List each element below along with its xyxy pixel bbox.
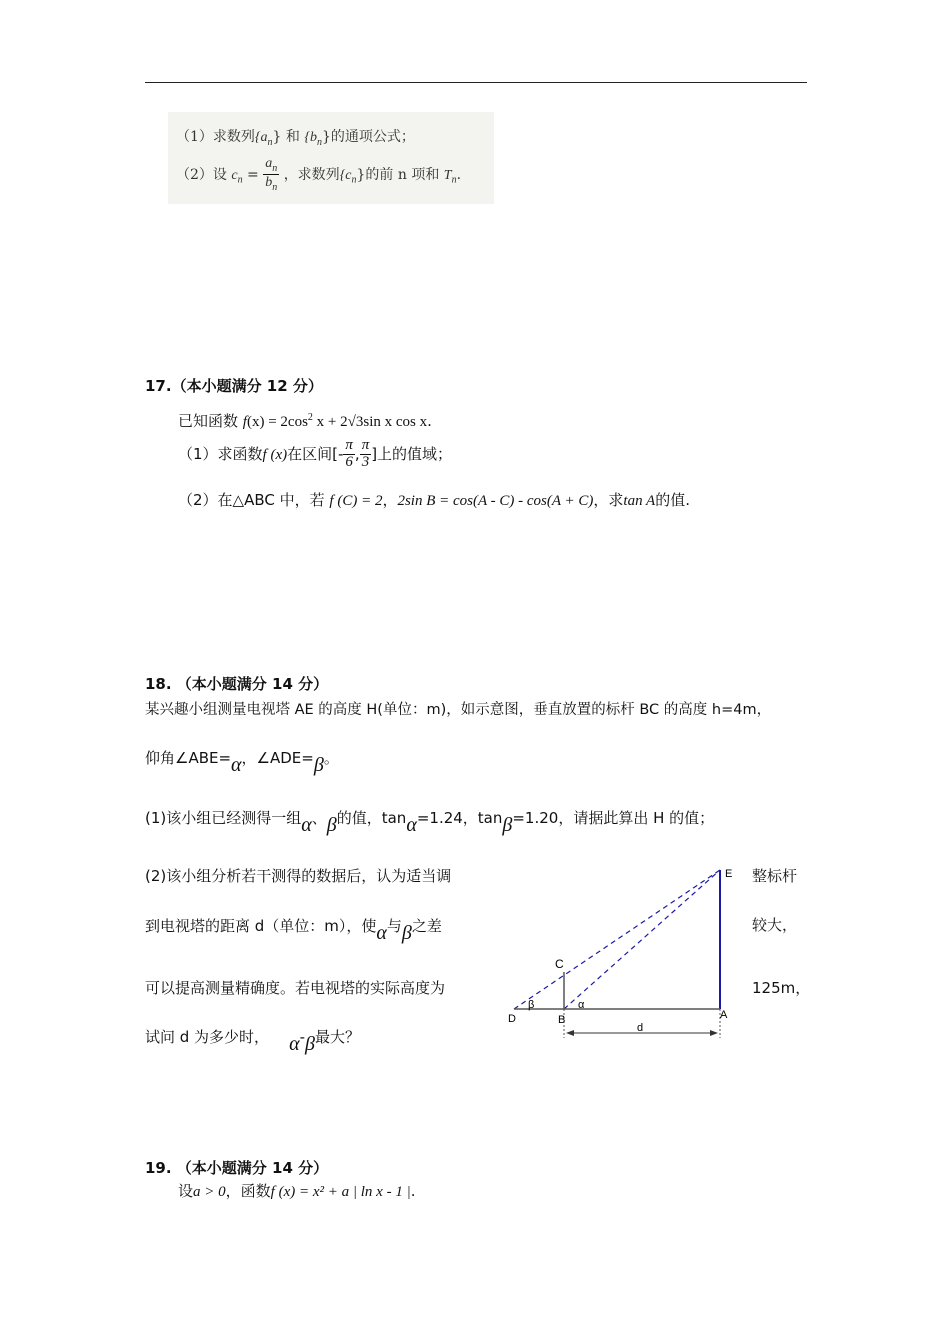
frac-den: 6 — [345, 453, 353, 470]
alpha-symbol: α — [301, 814, 312, 836]
scan-num: a — [265, 156, 273, 171]
q18-text: 。 — [323, 749, 339, 767]
label-e: E — [725, 868, 733, 880]
q18-p2-line3-right: 125m， — [752, 979, 811, 997]
alpha-symbol: α — [231, 754, 242, 776]
q17-intro — [178, 410, 432, 431]
frac-den: 3 — [361, 453, 370, 470]
scan-sub: n — [267, 136, 273, 148]
q17-comma: , — [354, 444, 360, 463]
q18-text: 到电视塔的距离 d（单位：m），使 — [145, 917, 377, 935]
q18-p2-line2-left — [145, 914, 442, 944]
alpha-symbol: α — [406, 814, 417, 836]
q17-p2-suffix: 的值. — [655, 491, 690, 509]
label-a: A — [720, 1009, 728, 1021]
q18-text: 、 — [311, 809, 327, 827]
label-angle-beta: β — [528, 999, 535, 1011]
scan-sub: n — [272, 182, 278, 194]
scanned-problem-image — [168, 112, 494, 204]
scan-sub: n — [316, 136, 322, 148]
scan-close: } — [272, 129, 282, 145]
q19-text: ，函数 — [225, 1182, 271, 1200]
scan-text: ，求数列 — [283, 166, 340, 183]
q17-dot: . — [427, 412, 432, 430]
scan-line-2 — [176, 156, 461, 194]
scan-c: c — [231, 167, 238, 183]
q17-p2-fc: f (C) = 2 — [329, 493, 383, 509]
q17-frac-pi-3 — [360, 438, 372, 471]
q17-part2 — [178, 489, 690, 510]
q18-line2 — [145, 746, 339, 776]
q19-text: 设 — [178, 1182, 194, 1200]
q18-text: 与 — [386, 917, 402, 935]
q17-p2-sep: ， — [382, 491, 398, 509]
scan-eq: = — [247, 166, 259, 183]
scan-suffix: 的通项公式； — [330, 129, 415, 145]
q18-text: 的值，tan — [336, 809, 407, 827]
q17-part1 — [178, 438, 452, 471]
q17-func-part: x + 2 — [312, 414, 348, 430]
minus-sign: - — [299, 1028, 305, 1046]
q17-func-part: sin x cos x — [363, 414, 428, 430]
q18-heading: 18. （本小题满分 14 分） — [145, 675, 329, 693]
scan-fraction — [263, 156, 279, 194]
q17-intro-text: 已知函数 — [178, 412, 239, 430]
scan-sub: n — [237, 174, 243, 186]
q18-text: (1)该小组已经测得一组 — [145, 809, 302, 827]
q17-f: f — [242, 414, 247, 430]
header-rule — [145, 82, 807, 83]
scan-text: （1）求数列 — [176, 129, 255, 145]
q17-p2-ask: ，求 — [593, 491, 624, 509]
q17-p1-fx: f (x) — [262, 446, 288, 463]
scan-den: b — [265, 175, 273, 191]
q18-p2-line1-left: (2)该小组分析若干测得的数据后，认为适当调 — [145, 867, 452, 885]
label-b: B — [558, 1014, 566, 1026]
scan-text: 的前 n 项和 — [365, 166, 440, 183]
arrow-head-left — [566, 1030, 574, 1036]
q18-text: =1.20，请据此算出 H 的值； — [512, 809, 715, 827]
scan-b-seq: {b — [304, 130, 317, 145]
q18-p2-line2-right: 较大， — [752, 916, 798, 934]
scan-and: 和 — [285, 129, 300, 145]
q17-heading: 17.（本小题满分 12 分） — [145, 377, 323, 395]
q19-func: f (x) = x² + a | ln x - 1 | — [270, 1184, 411, 1200]
q18-text: 之差 — [411, 917, 442, 935]
arrow-head-right — [710, 1030, 718, 1036]
sightline-from-d — [514, 870, 720, 1009]
scan-c-seq: {c — [339, 167, 352, 183]
q17-p1-suffix: ]上的值域； — [371, 444, 453, 463]
scan-period: . — [456, 166, 462, 183]
q18-p2-line1-right: 整标杆 — [752, 867, 798, 885]
beta-symbol: β — [502, 814, 513, 836]
q18-part1 — [145, 806, 715, 836]
q18-text: 仰角∠ABE= — [145, 749, 232, 767]
q18-text: ，∠ADE= — [241, 749, 314, 767]
frac-num: π — [345, 437, 353, 453]
scan-line-1 — [176, 126, 415, 148]
label-distance: d — [637, 1022, 644, 1034]
tower-diagram — [500, 860, 750, 1050]
q18-text: 试问 d 为多少时， — [145, 1028, 270, 1046]
q17-p2-tan: tan A — [623, 493, 656, 509]
scan-a-seq: {a — [254, 130, 268, 145]
q17-square: 2 — [307, 412, 313, 423]
label-angle-alpha: α — [578, 999, 585, 1011]
sightline-from-b — [564, 870, 720, 1009]
scan-sub: n — [351, 174, 357, 186]
q17-p2-text: （2）在△ABC 中，若 — [178, 491, 325, 509]
q19-dot: . — [410, 1182, 416, 1200]
q17-p1-text: （1）求函数 — [178, 444, 263, 463]
q18-text: =1.24，tan — [416, 809, 503, 827]
scan-close: } — [321, 129, 331, 145]
label-d: D — [508, 1013, 516, 1025]
label-c: C — [555, 957, 564, 971]
beta-symbol: β — [326, 814, 337, 836]
q18-p2-line3-left: 可以提高测量精确度。若电视塔的实际高度为 — [145, 979, 446, 997]
q18-p2-line4 — [145, 1025, 360, 1055]
q18-text: 最大？ — [314, 1028, 360, 1046]
q19-heading: 19. （本小题满分 14 分） — [145, 1159, 329, 1177]
q19-intro — [178, 1180, 415, 1201]
beta-symbol: β — [304, 1033, 315, 1055]
beta-symbol: β — [313, 754, 324, 776]
alpha-symbol: α — [289, 1033, 300, 1055]
beta-symbol: β — [401, 922, 412, 944]
q17-sqrt3: √3 — [347, 414, 364, 430]
scan-sub: n — [272, 162, 278, 174]
scan-T: T — [443, 167, 452, 183]
q19-cond: a > 0 — [193, 1184, 226, 1200]
q17-p1-mid: 在区间[- — [287, 444, 344, 463]
frac-num: π — [361, 437, 370, 453]
q17-frac-pi-6 — [343, 438, 355, 471]
q17-p2-eq: 2sin B = cos(A - C) - cos(A + C) — [397, 493, 594, 509]
scan-text: （2）设 — [176, 166, 227, 183]
alpha-symbol: α — [376, 922, 387, 944]
scan-close: } — [356, 166, 366, 183]
q17-func-part: (x) = 2cos — [246, 414, 308, 430]
scan-sub: n — [451, 174, 457, 186]
q18-line1: 某兴趣小组测量电视塔 AE 的高度 H(单位：m)，如示意图，垂直放置的标杆 BC 的高度 h=4m， — [145, 702, 772, 718]
